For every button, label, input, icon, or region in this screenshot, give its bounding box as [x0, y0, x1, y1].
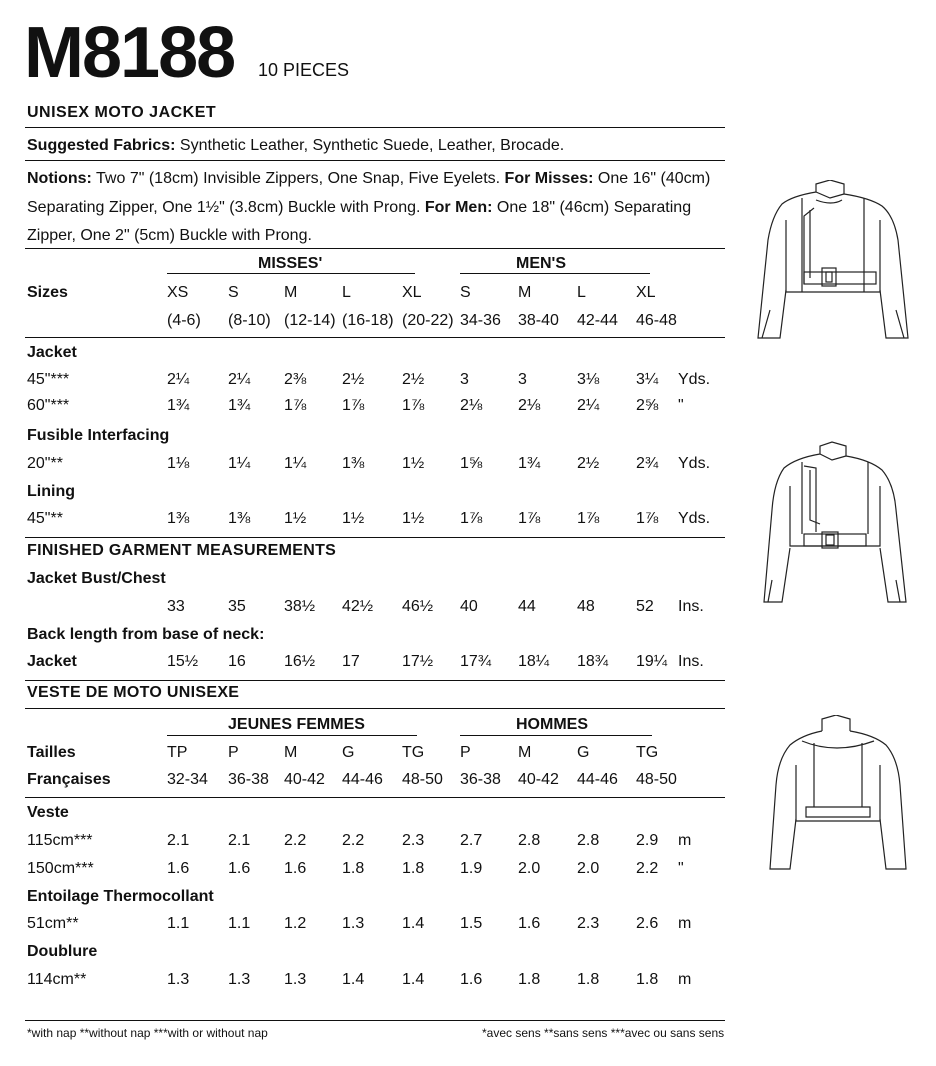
table-cell: 2.3 [402, 832, 425, 849]
size-letter: S [228, 284, 239, 301]
divider [25, 797, 725, 798]
notions-text: Separating Zipper, One 1½" (3.8cm) Buckle with Prong. [27, 199, 425, 216]
group-underline [167, 273, 415, 274]
table-cell: 2⅛ [460, 397, 483, 414]
table-cell: 2.8 [518, 832, 541, 849]
row-label: 60"*** [27, 397, 70, 414]
jacket-back-sketch [766, 715, 910, 875]
table-cell: 1¼ [228, 455, 251, 472]
section-label-lining: Lining [27, 483, 75, 500]
table-cell: 38½ [284, 598, 316, 615]
table-cell: 1½ [402, 510, 425, 527]
back-length-label: Back length from base of neck: [27, 626, 265, 643]
table-cell: 1⅜ [228, 510, 251, 527]
size-letter: S [460, 284, 471, 301]
table-cell: 17 [342, 653, 360, 670]
unit-label: m [678, 915, 692, 932]
table-cell: 1.4 [402, 915, 425, 932]
row-label: 20"** [27, 455, 63, 472]
table-cell: 1.3 [228, 971, 251, 988]
size-range: 44-46 [342, 771, 383, 788]
table-cell: 1.8 [402, 860, 425, 877]
group-header-mens: MEN'S [516, 255, 567, 272]
table-cell: 1.6 [284, 860, 307, 877]
table-cell: 16 [228, 653, 246, 670]
table-cell: 1.8 [636, 971, 659, 988]
size-letter: M [284, 284, 298, 301]
table-cell: 1⅞ [636, 510, 659, 527]
group-header-misses: MISSES' [258, 255, 323, 272]
section-label-jacket: Jacket [27, 344, 77, 361]
unit-label: Yds. [678, 371, 711, 388]
divider [25, 708, 725, 709]
size-letter: M [518, 284, 532, 301]
group-underline [460, 735, 652, 736]
table-cell: 2.8 [577, 832, 600, 849]
size-letter: TG [636, 744, 659, 761]
unit-label: m [678, 832, 692, 849]
size-range: 36-38 [460, 771, 501, 788]
table-cell: 3 [460, 371, 469, 388]
unit-label: Ins. [678, 653, 704, 670]
table-cell: 18¾ [577, 653, 609, 670]
table-cell: 2⅝ [636, 397, 659, 414]
table-cell: 3¼ [636, 371, 659, 388]
row-label: 114cm** [27, 971, 87, 988]
table-cell: 1⅞ [402, 397, 425, 414]
section-label-veste: Veste [27, 804, 69, 821]
table-cell: 1.1 [228, 915, 251, 932]
table-cell: 1.3 [284, 971, 307, 988]
table-cell: 18¼ [518, 653, 550, 670]
jacket-label: Jacket [27, 653, 77, 670]
table-cell: 2½ [577, 455, 600, 472]
notions-misses-text: One 16" (40cm) [593, 170, 711, 187]
french-title: VESTE DE MOTO UNISEXE [27, 684, 240, 701]
sizes-label: Sizes [27, 284, 68, 301]
suggested-fabrics [27, 131, 564, 160]
table-cell: 2.2 [342, 832, 365, 849]
table-cell: 17¾ [460, 653, 492, 670]
table-cell: 2¼ [228, 371, 251, 388]
table-cell: 2.0 [518, 860, 541, 877]
size-range: 34-36 [460, 312, 501, 329]
table-cell: 1⅞ [518, 510, 541, 527]
section-label-entoilage: Entoilage Thermocollant [27, 888, 214, 905]
table-cell: 48 [577, 598, 595, 615]
group-underline [460, 273, 650, 274]
unit-label: Yds. [678, 510, 711, 527]
size-range: (16-18) [342, 312, 394, 329]
jacket-front-sketch-cropped [760, 440, 910, 610]
size-range: (8-10) [228, 312, 271, 329]
bust-label: Jacket Bust/Chest [27, 570, 166, 587]
table-cell: 1¾ [167, 397, 190, 414]
table-cell: 2.7 [460, 832, 483, 849]
row-label: 150cm*** [27, 860, 94, 877]
divider [25, 248, 725, 249]
table-cell: 1⅞ [342, 397, 365, 414]
row-label: 45"*** [27, 371, 70, 388]
size-range: 48-50 [636, 771, 677, 788]
table-cell: 1.6 [460, 971, 483, 988]
table-cell: 15½ [167, 653, 199, 670]
table-cell: 1.3 [167, 971, 190, 988]
table-cell: 1¼ [284, 455, 307, 472]
group-header-men: HOMMES [516, 716, 588, 733]
table-cell: 3 [518, 371, 527, 388]
table-cell: 1¾ [518, 455, 541, 472]
size-range: 40-42 [518, 771, 559, 788]
table-cell: 2⅛ [518, 397, 541, 414]
garment-title: UNISEX MOTO JACKET [27, 104, 217, 121]
fabrics-label: Suggested Fabrics: [27, 137, 176, 154]
table-cell: 1.2 [284, 915, 307, 932]
size-range: (12-14) [284, 312, 336, 329]
size-range: (4-6) [167, 312, 201, 329]
unit-label: " [678, 397, 684, 414]
table-cell: 17½ [402, 653, 434, 670]
size-letter: XS [167, 284, 189, 301]
table-cell: 2¾ [636, 455, 659, 472]
table-cell: 1¾ [228, 397, 251, 414]
unit-label: Yds. [678, 455, 711, 472]
size-letter: M [284, 744, 298, 761]
size-letter: XL [636, 284, 656, 301]
table-cell: 1⅜ [342, 455, 365, 472]
unit-label: m [678, 971, 692, 988]
row-label: 51cm** [27, 915, 79, 932]
table-cell: 2.1 [167, 832, 190, 849]
size-letter: M [518, 744, 532, 761]
table-cell: 3⅛ [577, 371, 600, 388]
size-range: 44-46 [577, 771, 618, 788]
table-cell: 1⅜ [167, 510, 190, 527]
table-cell: 2⅜ [284, 371, 307, 388]
divider [25, 337, 725, 338]
table-cell: 2.2 [284, 832, 307, 849]
size-letter: L [342, 284, 351, 301]
table-cell: 1.3 [342, 915, 365, 932]
section-label-fusible: Fusible Interfacing [27, 427, 170, 444]
table-cell: 1.8 [342, 860, 365, 877]
table-cell: 2½ [342, 371, 365, 388]
table-cell: 52 [636, 598, 654, 615]
table-cell: 2½ [402, 371, 425, 388]
table-cell: 1½ [402, 455, 425, 472]
row-label: 45"** [27, 510, 63, 527]
table-cell: 2.2 [636, 860, 659, 877]
size-letter: G [577, 744, 590, 761]
table-cell: 1.8 [518, 971, 541, 988]
table-cell: 16½ [284, 653, 316, 670]
table-cell: 2.9 [636, 832, 659, 849]
table-cell: 1.6 [228, 860, 251, 877]
pieces-count: 10 PIECES [258, 60, 350, 80]
measurements-title: FINISHED GARMENT MEASUREMENTS [27, 542, 337, 559]
table-cell: 1½ [342, 510, 365, 527]
divider [25, 1020, 725, 1021]
size-range: 48-50 [402, 771, 443, 788]
table-cell: 1.8 [577, 971, 600, 988]
notions-misses-label: For Misses: [504, 170, 594, 187]
notions-label: Notions: [27, 170, 92, 187]
table-cell: 1⅞ [460, 510, 483, 527]
table-cell: 33 [167, 598, 185, 615]
notions-men-label: For Men: [424, 199, 493, 216]
size-range: 38-40 [518, 312, 559, 329]
divider [25, 160, 725, 161]
table-cell: 35 [228, 598, 246, 615]
group-underline [167, 735, 417, 736]
size-range: 36-38 [228, 771, 269, 788]
row-label: 115cm*** [27, 832, 93, 849]
size-letter: L [577, 284, 586, 301]
notions-text: Two 7" (18cm) Invisible Zippers, One Snap, Five Eyelets. [91, 170, 505, 187]
table-cell: 1.6 [518, 915, 541, 932]
divider [25, 127, 725, 128]
size-range: 40-42 [284, 771, 325, 788]
table-cell: 1.5 [460, 915, 483, 932]
size-letter: P [228, 744, 239, 761]
unit-label: " [678, 860, 684, 877]
fabrics-text: Synthetic Leather, Synthetic Suede, Leather, Brocade. [175, 137, 565, 154]
table-cell: 1⅛ [167, 455, 190, 472]
table-cell: 1.6 [167, 860, 190, 877]
table-cell: 2¼ [167, 371, 190, 388]
table-cell: 1.9 [460, 860, 483, 877]
table-cell: 19¼ [636, 653, 668, 670]
unit-label: Ins. [678, 598, 704, 615]
divider [25, 537, 725, 538]
table-cell: 1⅞ [577, 510, 600, 527]
size-letter: P [460, 744, 471, 761]
table-cell: 2.3 [577, 915, 600, 932]
table-cell: 40 [460, 598, 478, 615]
footnote-english: *with nap **without nap ***with or without nap [27, 1026, 268, 1040]
size-letter: TP [167, 744, 188, 761]
table-cell: 1⅞ [284, 397, 307, 414]
table-cell: 1⅝ [460, 455, 483, 472]
size-letter: G [342, 744, 355, 761]
table-cell: 1.1 [167, 915, 190, 932]
size-range: 46-48 [636, 312, 677, 329]
table-cell: 2.6 [636, 915, 659, 932]
table-cell: 2.1 [228, 832, 251, 849]
table-cell: 1.4 [402, 971, 425, 988]
size-range: 32-34 [167, 771, 208, 788]
notions-men-text: One 18" (46cm) Separating [492, 199, 692, 216]
size-letter: XL [402, 284, 422, 301]
footnote-french: *avec sens **sans sens ***avec ou sans sens [482, 1026, 725, 1040]
table-cell: 42½ [342, 598, 374, 615]
table-cell: 2¼ [577, 397, 600, 414]
table-cell: 2.0 [577, 860, 600, 877]
francaises-label: Françaises [27, 771, 111, 788]
table-cell: 1.4 [342, 971, 365, 988]
size-letter: TG [402, 744, 425, 761]
notions-line-1 [27, 164, 710, 193]
size-range: 42-44 [577, 312, 618, 329]
jacket-front-sketch-long [752, 180, 912, 345]
pattern-number: M8188 [24, 13, 235, 93]
section-label-doublure: Doublure [27, 943, 98, 960]
table-cell: 46½ [402, 598, 434, 615]
notions-line-3: Zipper, One 2" (5cm) Buckle with Prong. [27, 227, 312, 244]
notions-line-2 [27, 193, 691, 222]
table-cell: 44 [518, 598, 536, 615]
tailles-label: Tailles [27, 744, 76, 761]
group-header-women: JEUNES FEMMES [228, 716, 365, 733]
table-cell: 1½ [284, 510, 307, 527]
size-range: (20-22) [402, 312, 454, 329]
divider [25, 680, 725, 681]
